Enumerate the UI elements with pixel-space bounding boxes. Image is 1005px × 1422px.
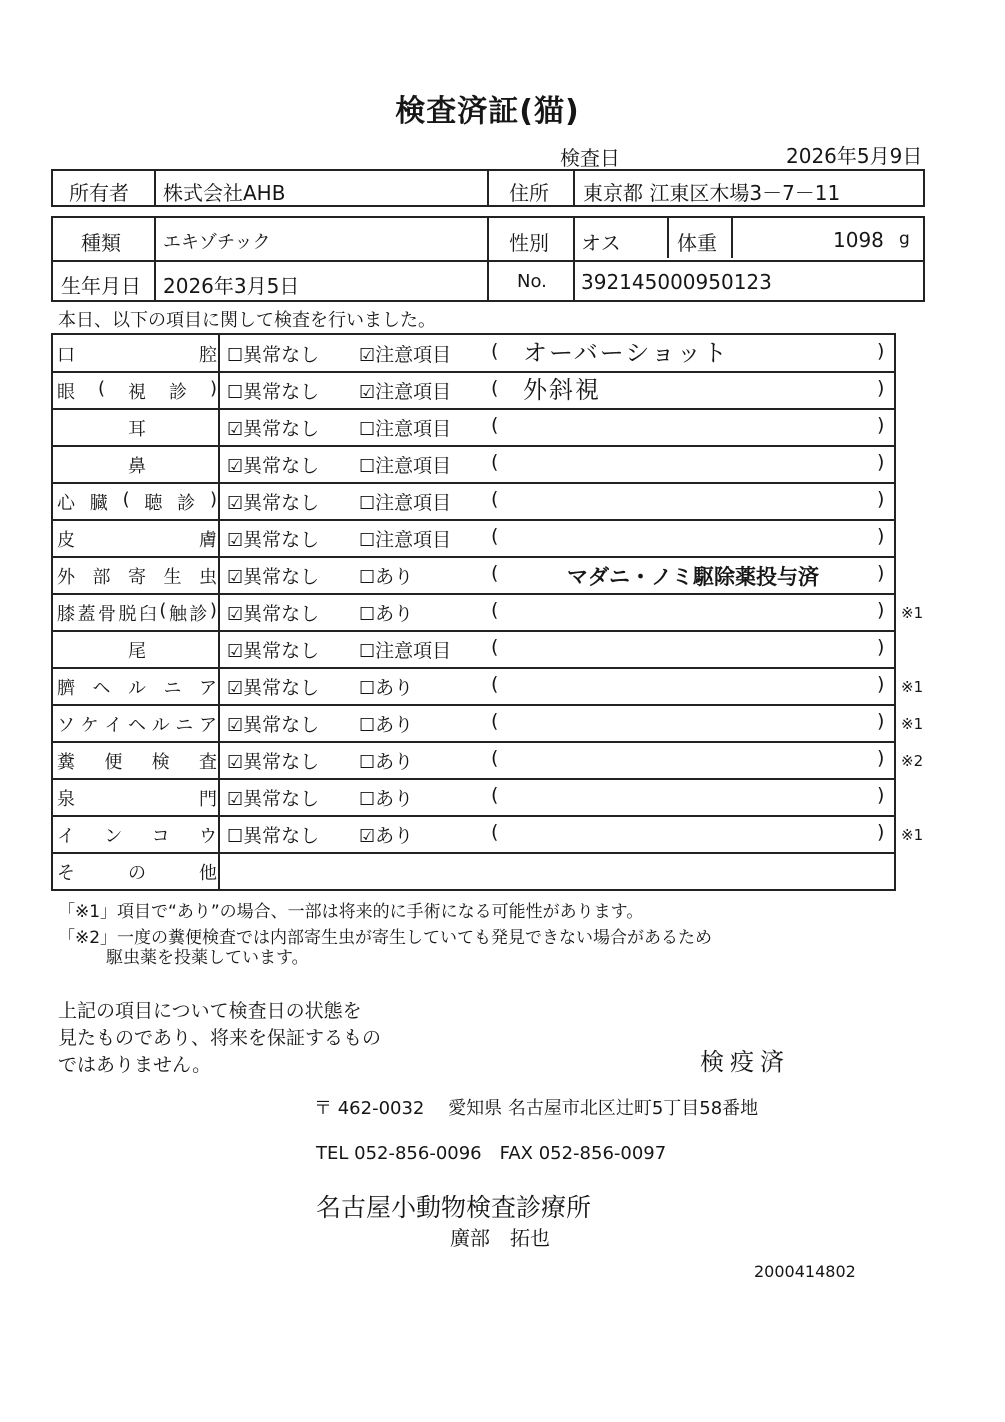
- normal-checkbox[interactable]: [227, 340, 319, 367]
- quarantine-stamp-text: 検疫済: [700, 1048, 790, 1076]
- close-paren: ): [877, 525, 885, 547]
- exam-row: [53, 668, 924, 705]
- exam-note: オーバーショット: [523, 339, 729, 367]
- statement-line-1: 上記の項目について検査日の状態を: [58, 1000, 362, 1022]
- exam-item-name: 口 腔: [57, 345, 217, 366]
- attention-checkbox[interactable]: [359, 710, 413, 737]
- checked-box-icon[interactable]: ☑: [227, 493, 244, 514]
- checkbox-label: あり: [375, 788, 414, 810]
- footnote-2-cont: 駆虫薬を投薬しています。: [106, 948, 309, 968]
- normal-checkbox[interactable]: [227, 525, 319, 552]
- empty-box-icon[interactable]: ☐: [227, 345, 244, 366]
- exam-item-name: 耳: [128, 419, 146, 440]
- empty-box-icon[interactable]: ☐: [359, 752, 376, 773]
- checkbox-label: あり: [375, 677, 414, 699]
- footnote-mark: ※1: [901, 715, 924, 733]
- exam-item-name: 糞 便 検 査: [57, 752, 217, 773]
- checkbox-label: あり: [375, 566, 414, 588]
- empty-box-icon[interactable]: ☐: [227, 382, 244, 403]
- exam-row-other: [53, 853, 894, 890]
- checkbox-label: 異常なし: [243, 751, 320, 773]
- clinic-person: 廣部 拓也: [450, 1226, 550, 1250]
- attention-checkbox[interactable]: [359, 636, 451, 663]
- kind-label: 種類: [81, 231, 121, 255]
- close-paren: ): [877, 488, 885, 510]
- checkbox-label: 注意項目: [375, 640, 452, 662]
- open-paren: (: [491, 599, 499, 621]
- attention-checkbox[interactable]: [359, 488, 451, 515]
- attention-checkbox[interactable]: [359, 525, 451, 552]
- clinic-tel-fax: TEL 052-856-0096 FAX 052-856-0097: [316, 1143, 667, 1164]
- open-paren: (: [491, 673, 499, 695]
- checked-box-icon[interactable]: ☑: [227, 567, 244, 588]
- open-paren: (: [491, 451, 499, 473]
- owner-table: [51, 169, 925, 207]
- checkbox-label: 注意項目: [375, 418, 452, 440]
- document-code: 2000414802: [754, 1262, 856, 1281]
- empty-box-icon[interactable]: ☐: [359, 715, 376, 736]
- exam-row: [53, 631, 894, 668]
- exam-row: [53, 557, 894, 594]
- footnote-mark: ※2: [901, 752, 924, 770]
- checkbox-label: 注意項目: [375, 344, 452, 366]
- sex-value: オス: [581, 231, 621, 255]
- close-paren: ): [877, 599, 885, 621]
- checkbox-label: 異常なし: [243, 344, 320, 366]
- open-paren: (: [491, 710, 499, 732]
- exam-row: [53, 372, 894, 409]
- exam-note: マダニ・ノミ駆除薬投与済: [567, 565, 819, 589]
- exam-note: 外斜視: [523, 376, 601, 404]
- exam-item-name: ソ ケ イ ヘ ル ニ ア: [57, 715, 217, 736]
- attention-checkbox[interactable]: [359, 747, 413, 774]
- exam-item-name-other: そ の 他: [57, 863, 217, 884]
- kind-value: エキゾチック: [163, 232, 271, 253]
- attention-checkbox[interactable]: [359, 599, 413, 626]
- checkbox-label: 異常なし: [243, 788, 320, 810]
- normal-checkbox[interactable]: [227, 747, 319, 774]
- owner-label: 所有者: [69, 181, 129, 205]
- close-paren: ): [877, 821, 885, 843]
- normal-checkbox[interactable]: [227, 488, 319, 515]
- exam-row: [53, 705, 924, 742]
- birth-value: 2026年3月5日: [163, 274, 300, 298]
- exam-date: 2026年5月9日: [786, 144, 923, 168]
- checkbox-label: 異常なし: [243, 455, 320, 477]
- attention-checkbox[interactable]: [359, 414, 451, 441]
- normal-checkbox[interactable]: [227, 673, 319, 700]
- checked-box-icon[interactable]: ☑: [359, 826, 376, 847]
- attention-checkbox[interactable]: [359, 340, 451, 367]
- weight-label: 体重: [677, 231, 717, 255]
- clinic-name: 名古屋小動物検査診療所: [316, 1193, 592, 1222]
- checkbox-label: 注意項目: [375, 492, 452, 514]
- checked-box-icon[interactable]: ☑: [227, 419, 244, 440]
- exam-item-name: 皮 膚: [57, 530, 217, 551]
- disclaimer-statement: [58, 998, 381, 1079]
- close-paren: ): [877, 784, 885, 806]
- footnote-mark: ※1: [901, 678, 924, 696]
- owner-value: 株式会社AHB: [163, 181, 286, 205]
- attention-checkbox[interactable]: [359, 821, 413, 848]
- open-paren: (: [491, 414, 499, 436]
- attention-checkbox[interactable]: [359, 673, 413, 700]
- checked-box-icon[interactable]: ☑: [227, 456, 244, 477]
- empty-box-icon[interactable]: ☐: [359, 789, 376, 810]
- exam-item-name: 眼 ( 視 診 ): [57, 378, 217, 403]
- open-paren: (: [491, 377, 499, 399]
- empty-box-icon[interactable]: ☐: [227, 826, 244, 847]
- close-paren: ): [877, 451, 885, 473]
- exam-item-name: 尾: [128, 641, 146, 662]
- normal-checkbox[interactable]: [227, 821, 319, 848]
- attention-checkbox[interactable]: [359, 784, 413, 811]
- empty-box-icon[interactable]: ☐: [359, 419, 376, 440]
- normal-checkbox[interactable]: [227, 451, 319, 478]
- statement-line-3: ではありません。: [58, 1054, 212, 1076]
- birth-label: 生年月日: [61, 274, 141, 298]
- animal-table: [51, 216, 925, 302]
- exam-item-name: 外 部 寄 生 虫: [57, 567, 217, 588]
- open-paren: (: [491, 636, 499, 658]
- checkbox-label: 注意項目: [375, 455, 452, 477]
- normal-checkbox[interactable]: [227, 377, 319, 404]
- exam-item-name: 膝 蓋 骨 脱 臼 ( 触 診 ): [57, 600, 217, 625]
- footnote-mark: ※1: [901, 604, 924, 622]
- normal-checkbox[interactable]: [227, 599, 319, 626]
- intro-text: 本日、以下の項目に関して検査を行いました。: [58, 310, 436, 331]
- open-paren: (: [491, 525, 499, 547]
- checkbox-label: あり: [375, 825, 414, 847]
- footnote-1: 「※1」項目で“あり”の場合、一部は将来的に手術になる可能性があります。: [58, 902, 644, 922]
- exam-row: [53, 779, 894, 816]
- close-paren: ): [877, 414, 885, 436]
- normal-checkbox[interactable]: [227, 636, 319, 663]
- checkbox-label: 異常なし: [243, 677, 320, 699]
- exam-item-name: 泉 門: [57, 789, 217, 810]
- close-paren: ): [877, 377, 885, 399]
- exam-date-label: 検査日: [560, 146, 620, 170]
- attention-checkbox[interactable]: [359, 451, 451, 478]
- checked-box-icon[interactable]: ☑: [359, 382, 376, 403]
- no-label: No.: [517, 271, 547, 292]
- empty-box-icon[interactable]: ☐: [359, 567, 376, 588]
- exam-item-name: イ ン コ ウ: [57, 826, 217, 847]
- footnote-mark: ※1: [901, 826, 924, 844]
- checkbox-label: 異常なし: [243, 529, 320, 551]
- exam-row: [53, 594, 924, 631]
- checkbox-label: 注意項目: [375, 529, 452, 551]
- open-paren: (: [491, 562, 499, 584]
- checkbox-label: 異常なし: [243, 492, 320, 514]
- exam-table: [51, 333, 924, 891]
- address-value: 東京都 江東区木場3－7－11: [583, 181, 841, 205]
- checkbox-label: あり: [375, 603, 414, 625]
- checkbox-label: 異常なし: [243, 603, 320, 625]
- close-paren: ): [877, 340, 885, 362]
- exam-item-name: 心 臓 ( 聴 診 ): [57, 489, 217, 514]
- address-label: 住所: [509, 181, 549, 205]
- normal-checkbox[interactable]: [227, 414, 319, 441]
- open-paren: (: [491, 821, 499, 843]
- checkbox-label: 異常なし: [243, 418, 320, 440]
- empty-box-icon[interactable]: ☐: [359, 604, 376, 625]
- normal-checkbox[interactable]: [227, 784, 319, 811]
- checked-box-icon[interactable]: ☑: [227, 789, 244, 810]
- empty-box-icon[interactable]: ☐: [359, 678, 376, 699]
- close-paren: ): [877, 747, 885, 769]
- sex-label: 性別: [509, 231, 549, 255]
- close-paren: ): [877, 636, 885, 658]
- checkbox-label: あり: [375, 714, 414, 736]
- checkbox-label: あり: [375, 751, 414, 773]
- weight-unit: g: [899, 229, 910, 249]
- checked-box-icon[interactable]: ☑: [227, 604, 244, 625]
- checked-box-icon[interactable]: ☑: [227, 752, 244, 773]
- statement-line-2: 見たものであり、将来を保証するもの: [58, 1027, 382, 1049]
- exam-row: [53, 483, 894, 520]
- checkbox-label: 異常なし: [243, 825, 320, 847]
- checked-box-icon[interactable]: ☑: [359, 345, 376, 366]
- empty-box-icon[interactable]: ☐: [359, 530, 376, 551]
- footnote-2: 「※2」一度の糞便検査では内部寄生虫が寄生していても発見できない場合があるため: [58, 928, 713, 948]
- empty-box-icon[interactable]: ☐: [359, 456, 376, 477]
- checked-box-icon[interactable]: ☑: [227, 715, 244, 736]
- clinic-address: 〒 462-0032 愛知県 名古屋市北区辻町5丁目58番地: [314, 1098, 759, 1119]
- exam-row: [53, 446, 894, 483]
- open-paren: (: [491, 340, 499, 362]
- checkbox-label: 異常なし: [243, 640, 320, 662]
- document-title: 検査済証(猫): [395, 94, 580, 129]
- normal-checkbox[interactable]: [227, 562, 319, 589]
- close-paren: ): [877, 673, 885, 695]
- checkbox-label: 注意項目: [375, 381, 452, 403]
- no-value: 392145000950123: [581, 270, 772, 294]
- weight-value: 1098: [833, 228, 884, 252]
- exam-row: [53, 409, 894, 446]
- open-paren: (: [491, 784, 499, 806]
- attention-checkbox[interactable]: [359, 562, 413, 589]
- open-paren: (: [491, 747, 499, 769]
- empty-box-icon[interactable]: ☐: [359, 493, 376, 514]
- checked-box-icon[interactable]: ☑: [227, 641, 244, 662]
- exam-item-name: 臍 ヘ ル ニ ア: [57, 678, 217, 699]
- close-paren: ): [877, 710, 885, 732]
- checkbox-label: 異常なし: [243, 566, 320, 588]
- empty-box-icon[interactable]: ☐: [359, 641, 376, 662]
- attention-checkbox[interactable]: [359, 377, 451, 404]
- exam-row: [53, 520, 894, 557]
- normal-checkbox[interactable]: [227, 710, 319, 737]
- checked-box-icon[interactable]: ☑: [227, 678, 244, 699]
- checkbox-label: 異常なし: [243, 381, 320, 403]
- exam-row: [53, 335, 894, 372]
- checked-box-icon[interactable]: ☑: [227, 530, 244, 551]
- open-paren: (: [491, 488, 499, 510]
- checkbox-label: 異常なし: [243, 714, 320, 736]
- exam-row: [53, 816, 924, 853]
- close-paren: ): [877, 562, 885, 584]
- exam-item-name: 鼻: [128, 456, 146, 477]
- exam-row: [53, 742, 924, 779]
